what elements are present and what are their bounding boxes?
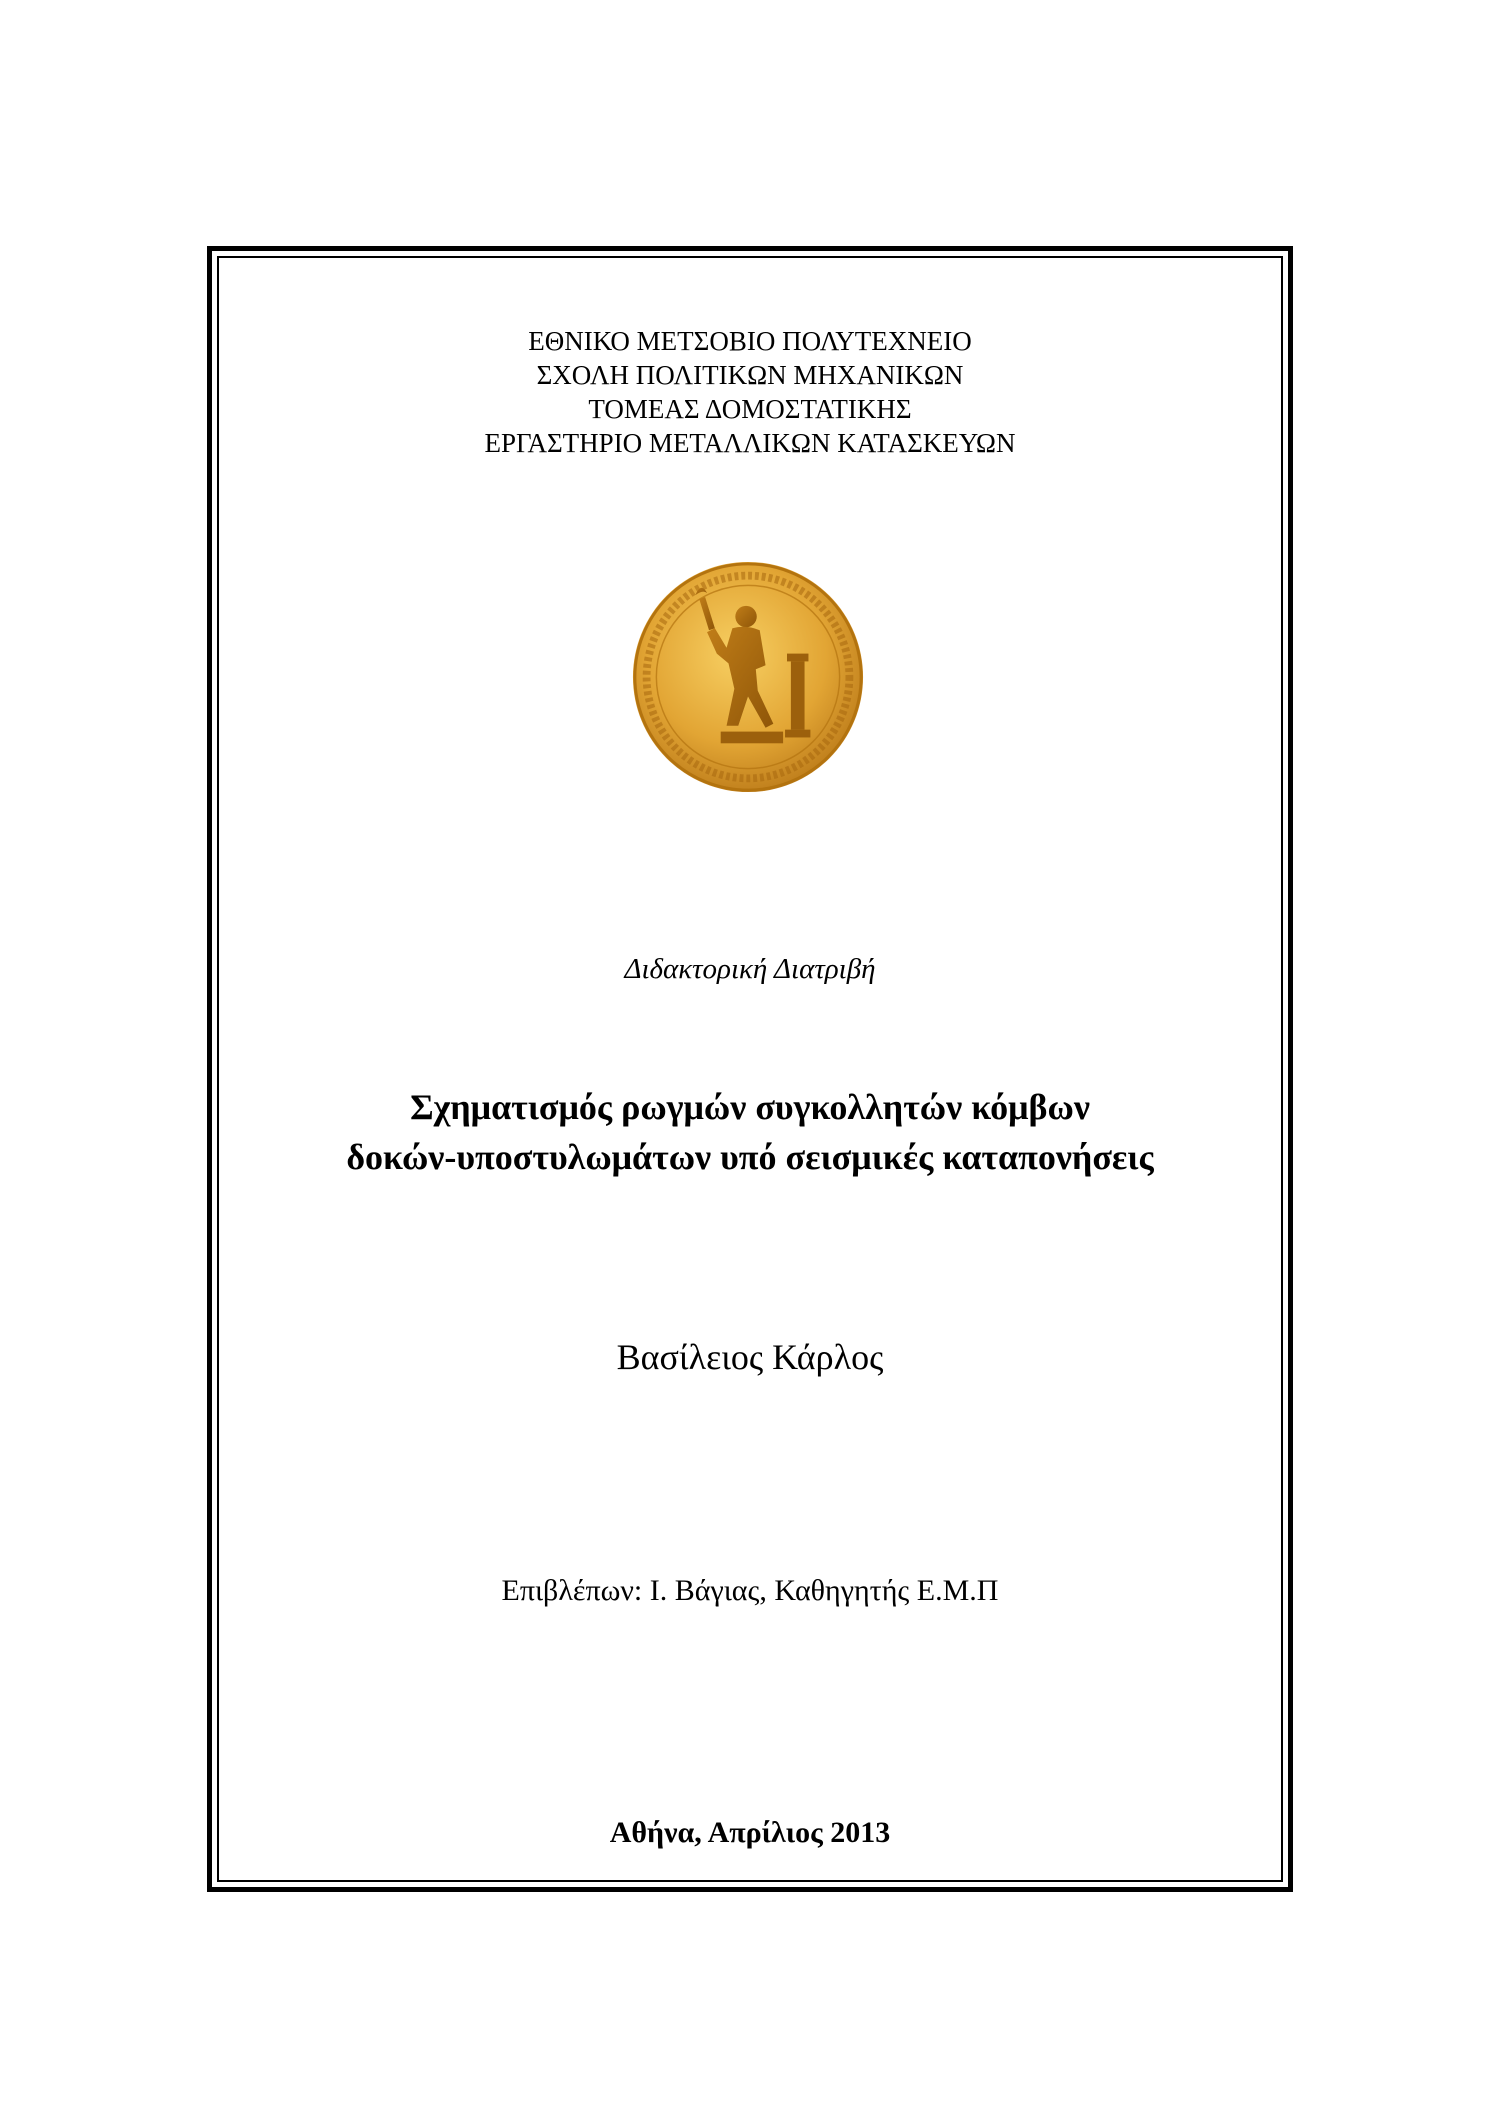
place-date: Αθήνα, Απρίλιος 2013 bbox=[609, 1816, 891, 1849]
institution-line-department: ΤΟΜΕΑΣ ΔΟΜΟΣΤΑΤΙΚΗΣ bbox=[588, 394, 912, 424]
university-seal-icon bbox=[631, 560, 865, 794]
institution-line-school: ΣΧΟΛΗ ΠΟΛΙΤΙΚΩΝ ΜΗΧΑΝΙΚΩΝ bbox=[536, 360, 964, 390]
page-frame-outer bbox=[207, 246, 1293, 1892]
thesis-title bbox=[207, 1082, 1293, 1182]
supervisor: Επιβλέπων: Ι. Βάγιας, Καθηγητής Ε.Μ.Π bbox=[501, 1574, 999, 1607]
author-name: Βασίλειος Κάρλος bbox=[616, 1337, 884, 1377]
institution-header bbox=[207, 324, 1293, 460]
institution-line-laboratory: ΕΡΓΑΣΤΗΡΙΟ ΜΕΤΑΛΛΙΚΩΝ ΚΑΤΑΣΚΕΥΩΝ bbox=[484, 428, 1016, 458]
page-frame-inner bbox=[217, 256, 1283, 1882]
thesis-title-line-1: Σχηματισμός ρωγμών συγκολλητών κόμβων bbox=[410, 1087, 1090, 1127]
thesis-title-line-2: δοκών-υποστυλωμάτων υπό σεισμικές καταπονήσεις bbox=[346, 1137, 1154, 1177]
seal-base bbox=[721, 732, 783, 744]
institution-line-university: ΕΘΝΙΚΟ ΜΕΤΣΟΒΙΟ ΠΟΛΥΤΕΧΝΕΙΟ bbox=[528, 326, 972, 356]
document-type: Διδακτορική Διατριβή bbox=[624, 953, 876, 985]
